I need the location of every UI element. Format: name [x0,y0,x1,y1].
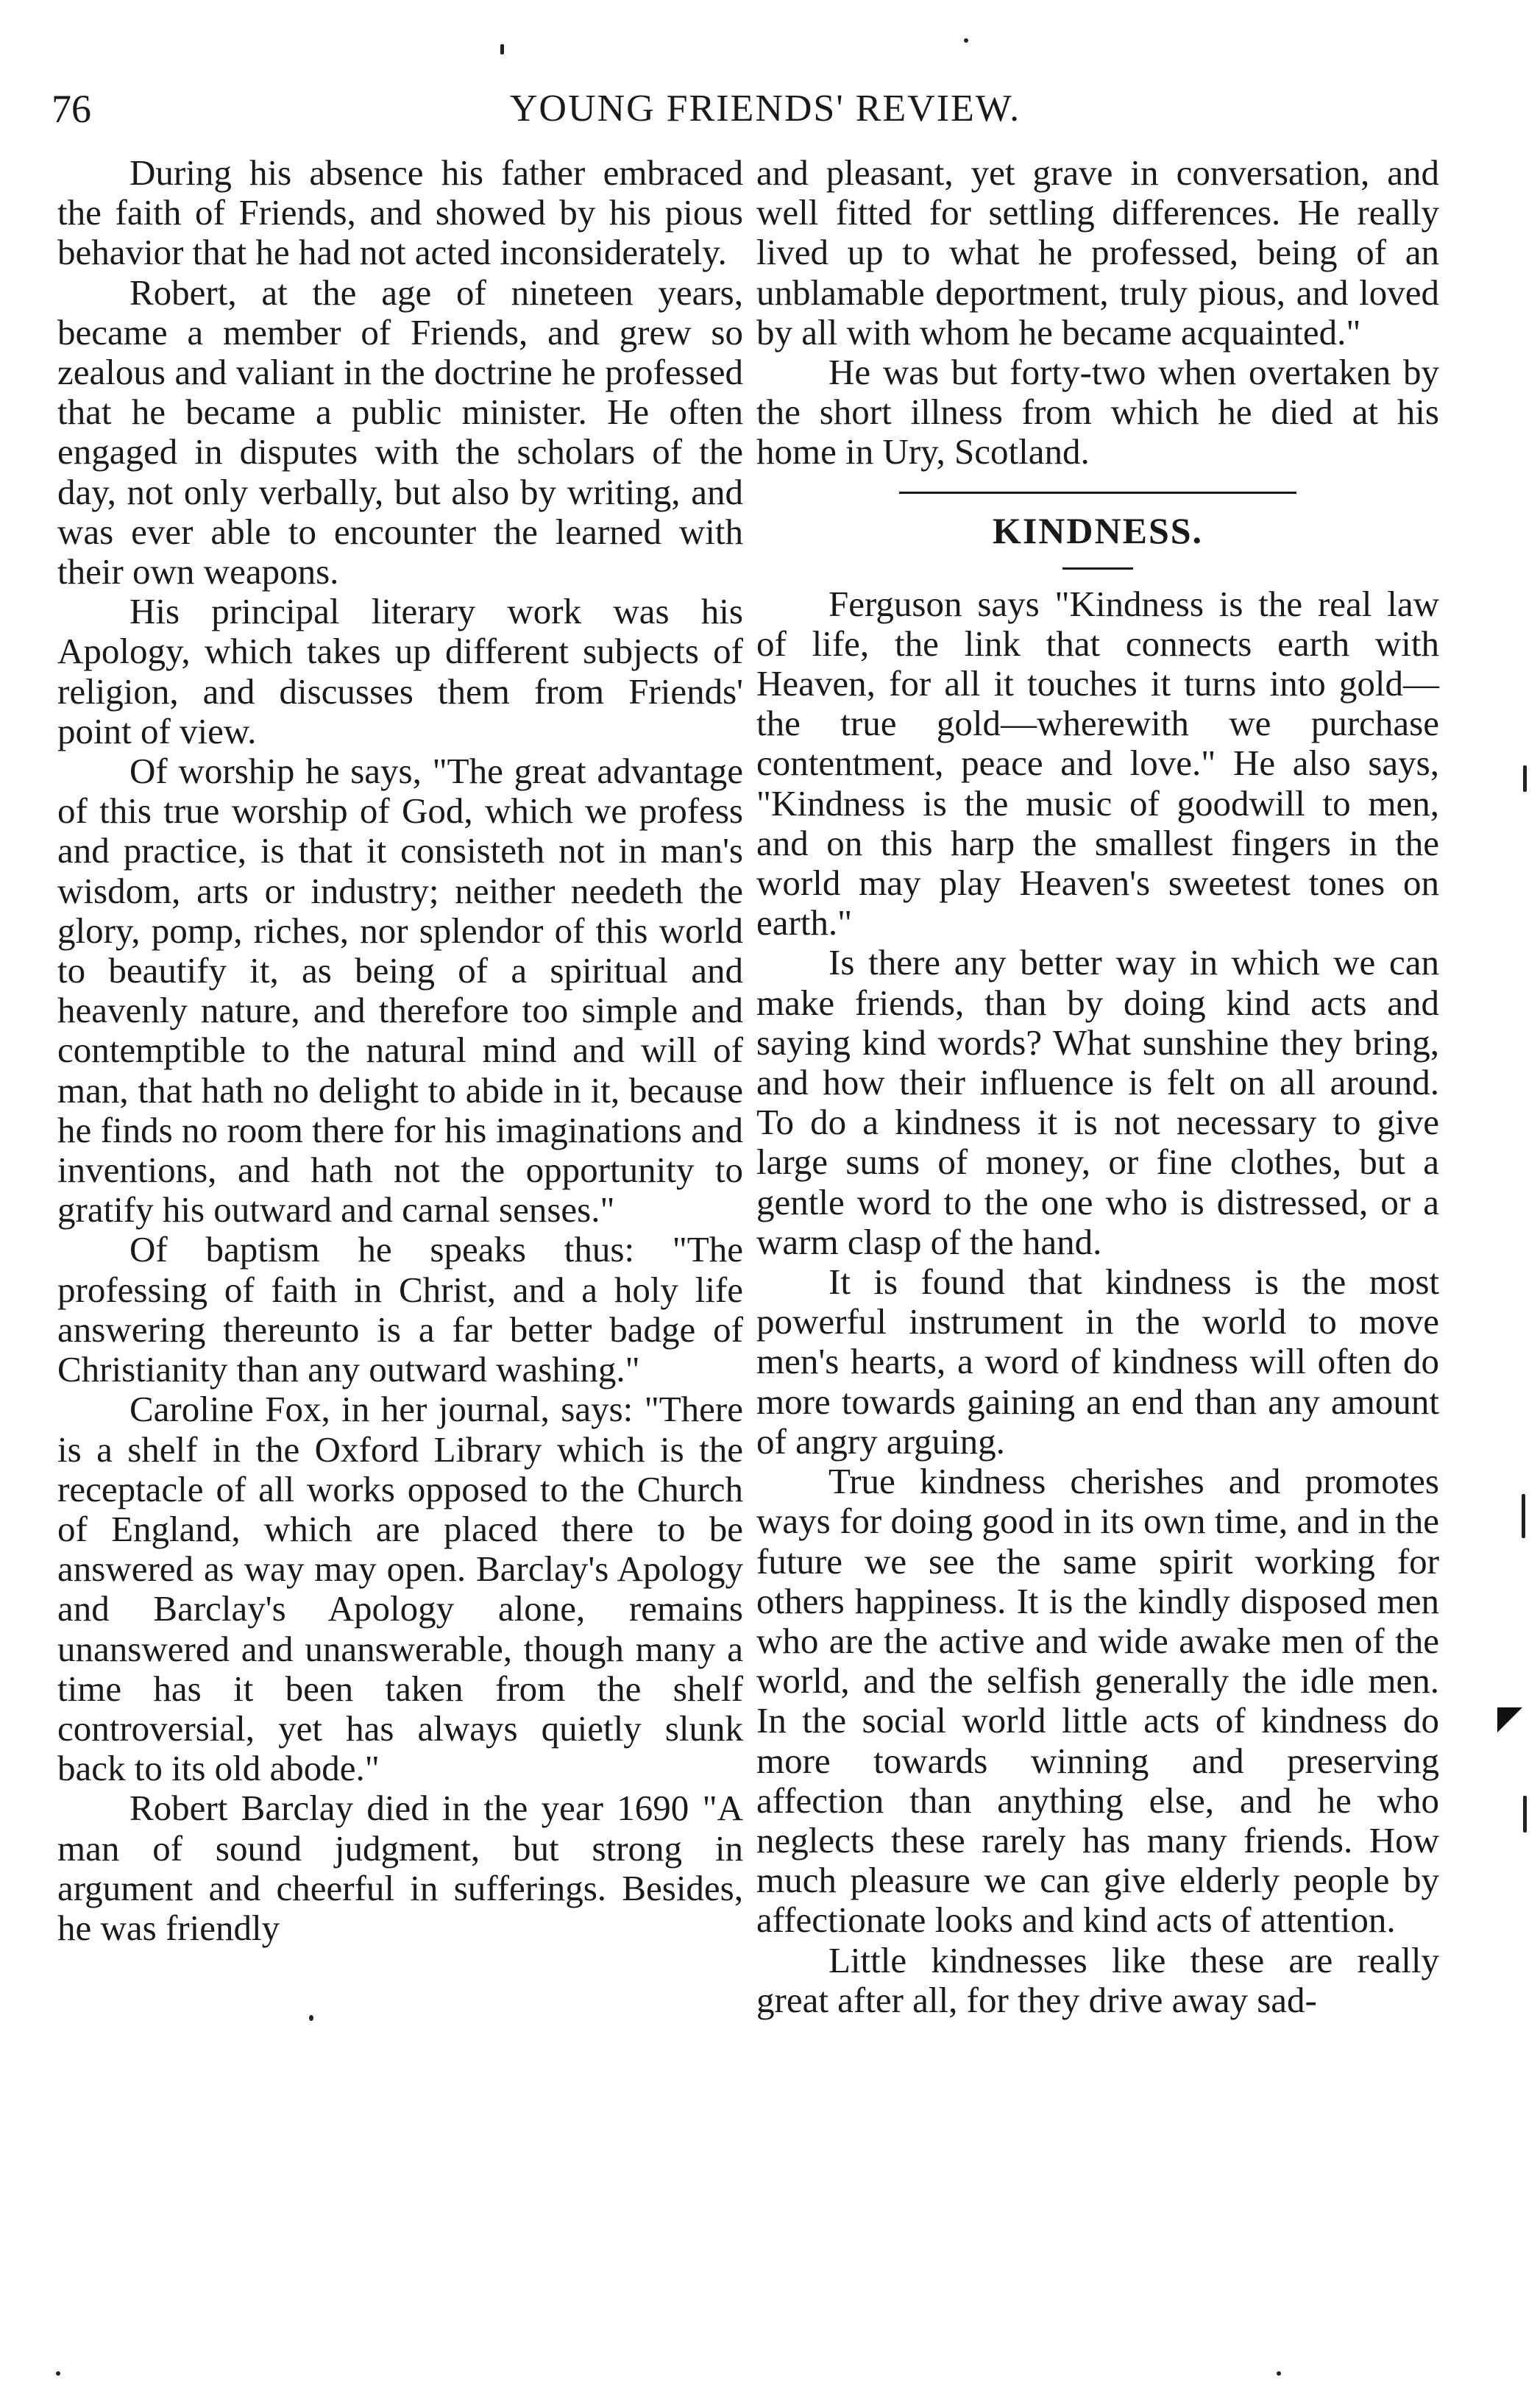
right-column [756,153,1439,2020]
heading-underline [1062,567,1133,570]
paragraph: Caroline Fox, in her journal, says: "There is a shelf in the Oxford Library which is the receptacle of all works opposed to the Church of England, which are placed there to be answered as way may open. Barclay's Apology and Barclay's Apology alone, remains unanswered and unanswerable, though many a time has it been taken from the shelf controversial, yet has always quietly slunk back to its old abode." [57,1389,743,1789]
print-speck [1277,2371,1281,2376]
print-speck [309,2015,313,2021]
left-column [57,153,743,1948]
print-speck [964,38,968,43]
section-heading: KINDNESS. [992,509,1204,551]
paragraph: Is there any better way in which we can make friends, than by doing kind acts and saying kind words? What sunshine they bring, and how their influence is felt on all around. To do a kindness it is not necessary to give large sums of money, or fine clothes, but a gentle word to the one who is distressed, or a warm clasp of the hand. [756,942,1439,1262]
margin-arrow-icon [1497,1707,1522,1732]
section-divider [899,492,1296,494]
paragraph: Of baptism he speaks thus: "The professing of faith in Christ, and a holy life answering thereunto is a far better badge of Christianity than any outward washing." [57,1229,743,1390]
paragraph: Ferguson says "Kindness is the real law of life, the link that connects earth with Heaven, for all it touches it turns into gold—the true gold—wherewith we purchase contentment, peace and love." He also says, "Kindness is the music of goodwill to men, and on this harp the smallest fingers in the world may play Heaven's sweetest tones on earth." [756,583,1439,943]
print-speck [1522,1494,1525,1538]
running-title: YOUNG FRIENDS' REVIEW. [509,88,1021,130]
paragraph: True kindness cherishes and promotes ways for doing good in its own time, and in the future we see the same spirit working for others happiness. It is the kindly disposed men who are the active and wide awake men of the world, and the selfish generally the idle men. In the social world little acts of kindness do more towards winning and preserving affection than anything else, and he who neglects these rarely has many friends. How much pleasure we can give elderly people by affectionate looks and kind acts of attention. [756,1461,1439,1941]
paragraph: He was but forty-two when overtaken by the short illness from which he died at his home in Ury, Scotland. [756,352,1439,472]
paragraph: Robert Barclay died in the year 1690 "A man of sound judgment, but strong in argument and cheerful in sufferings. Besides, he was friendly [57,1788,743,1948]
page-number: 76 [52,87,91,131]
print-speck [1523,765,1527,792]
paragraph: Robert, at the age of nineteen years, became a member of Friends, and grew so zealous and valiant in the doctrine he professed that he became a public minister. He often engaged in disputes with the scholars of the day, not only verbally, but also by writing, and was ever able to encounter the learned with their own weapons. [57,272,743,592]
paragraph: His principal literary work was his Apology, which takes up different subjects of religion, and discusses them from Friends' point of view. [57,591,743,751]
print-speck [56,2371,60,2376]
paragraph: It is found that kindness is the most powerful instrument in the world to move men's hearts, a word of kindness will often do more towards gaining an end than any amount of angry arguing. [756,1261,1439,1462]
print-speck [500,44,504,54]
print-speck [1523,1796,1527,1833]
paragraph: During his absence his father embraced the faith of Friends, and showed by his pious behavior that he had not acted inconsiderately. [57,152,743,273]
paragraph-continuation: and pleasant, yet grave in conversation, and well fitted for settling differences. He really lived up to what he professed, being of an unblamable deportment, truly pious, and loved by all with whom he became acquainted." [756,152,1439,353]
paragraph: Of worship he says, "The great advantage of this true worship of God, which we profess and practice, is that it consisteth not in man's wisdom, arts or industry; neither needeth the glory, pomp, riches, nor splendor of this world to beautify it, as being of a spiritual and heavenly nature, and therefore too simple and contemptible to the natural mind and will of man, that hath no delight to abide in it, because he finds no room there for his imaginations and inventions, and hath not the opportunity to gratify his outward and carnal senses." [57,751,743,1231]
paragraph: Little kindnesses like these are really great after all, for they drive away sad- [756,1939,1439,2020]
